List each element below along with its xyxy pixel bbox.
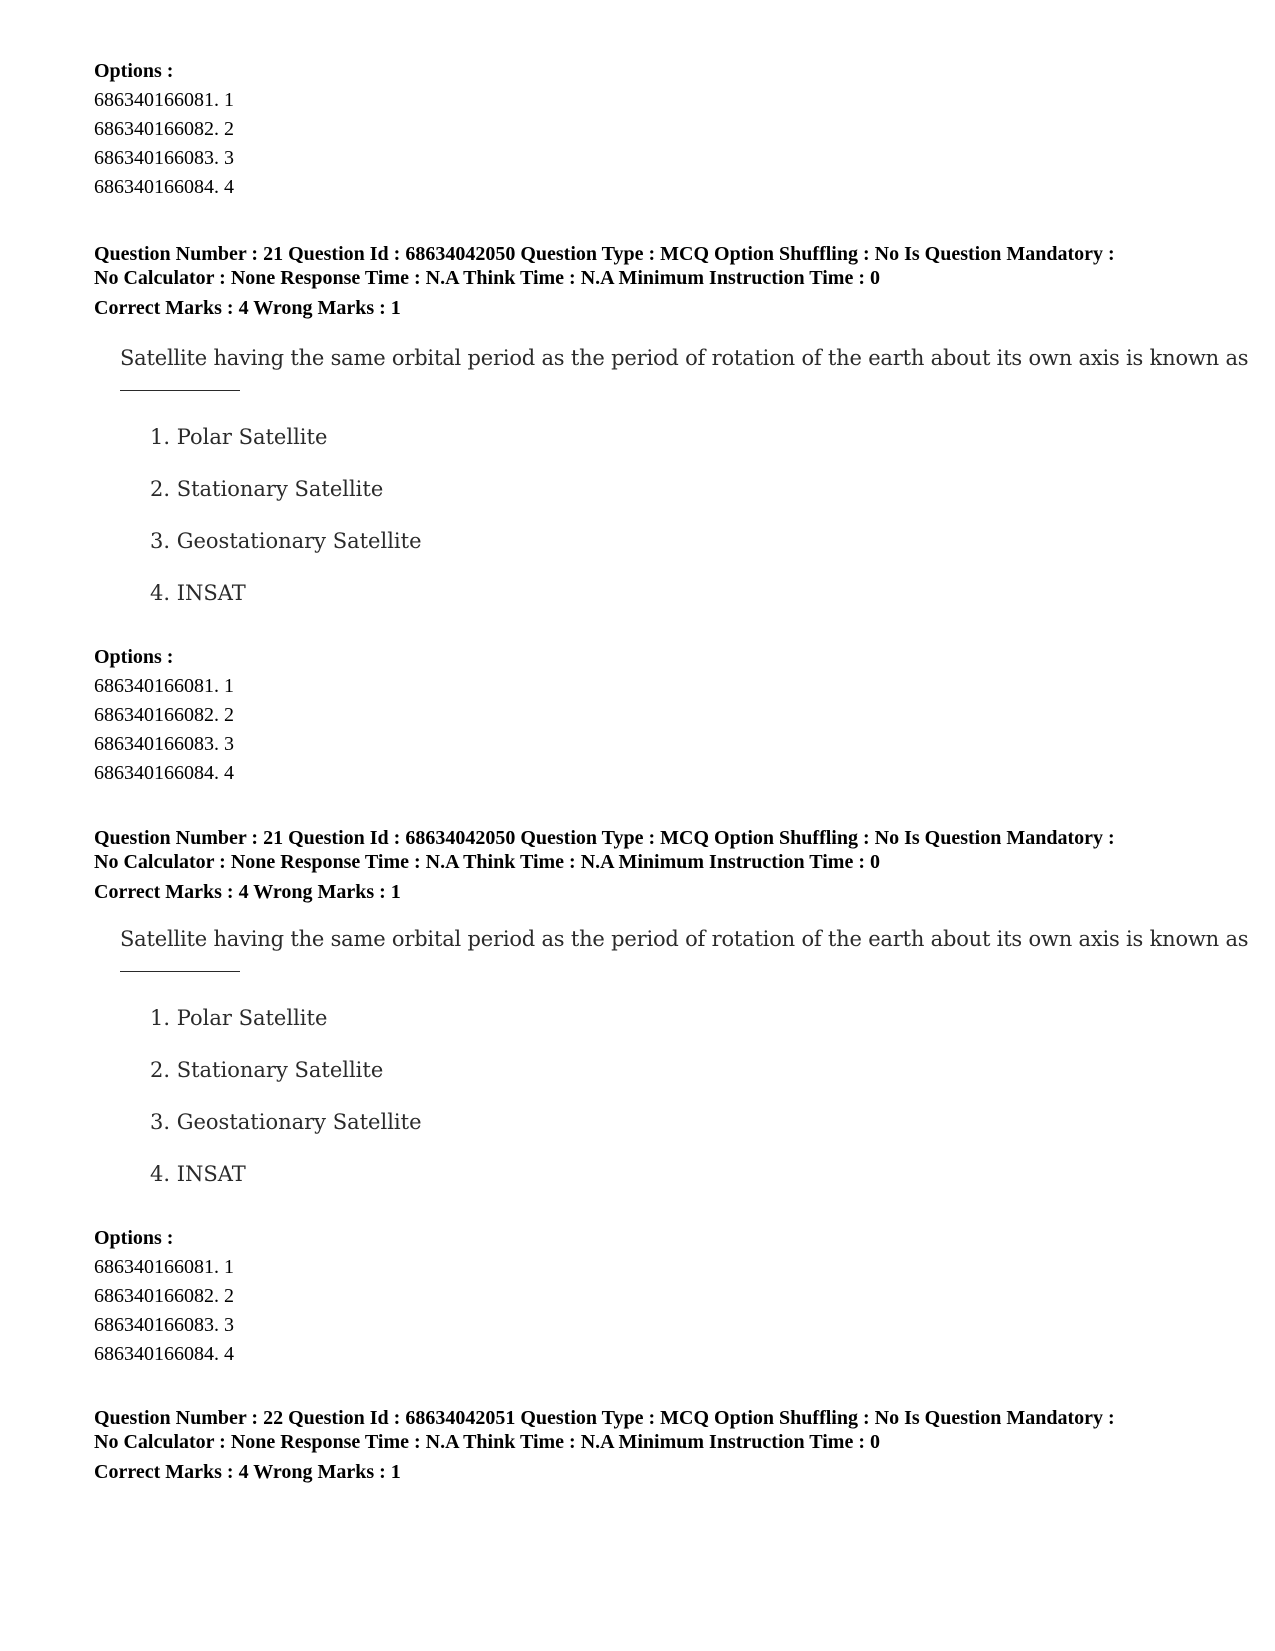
question-choice: 1. Polar Satellite [150,1006,328,1030]
question-meta-line-1: Question Number : 22 Question Id : 68634042051 Question Type : MCQ Option Shuffling : No Is Question Mandatory : [94,1407,1115,1429]
question-meta-line-2: No Calculator : None Response Time : N.A Think Time : N.A Minimum Instruction Time : 0 [94,851,880,873]
question-choice: 3. Geostationary Satellite [150,529,422,553]
options-block-top [94,57,694,202]
question-marks: Correct Marks : 4 Wrong Marks : 1 [94,297,401,319]
option-line: 686340166084. 4 [94,176,234,198]
options-block [94,643,694,788]
option-line: 686340166081. 1 [94,675,234,697]
option-line: 686340166082. 2 [94,118,234,140]
options-label: Options : [94,60,174,82]
options-label: Options : [94,1227,174,1249]
question-body [120,927,1249,1197]
question-marks: Correct Marks : 4 Wrong Marks : 1 [94,1461,401,1483]
question-choice: 2. Stationary Satellite [150,1058,384,1082]
option-line: 686340166082. 2 [94,704,234,726]
option-line: 686340166083. 3 [94,1314,234,1336]
option-line: 686340166082. 2 [94,1285,234,1307]
answer-blank [120,971,240,972]
question-marks: Correct Marks : 4 Wrong Marks : 1 [94,881,401,903]
question-text: Satellite having the same orbital period as the period of rotation of the earth about its own axis is known as [120,927,1249,951]
option-line: 686340166084. 4 [94,762,234,784]
question-text: Satellite having the same orbital period as the period of rotation of the earth about its own axis is known as [120,346,1249,370]
question-choice: 4. INSAT [150,581,246,605]
question-choice: 4. INSAT [150,1162,246,1186]
option-line: 686340166083. 3 [94,733,234,755]
option-line: 686340166081. 1 [94,1256,234,1278]
question-choice: 3. Geostationary Satellite [150,1110,422,1134]
question-header [94,1406,1204,1484]
options-label: Options : [94,646,174,668]
option-line: 686340166081. 1 [94,89,234,111]
option-line: 686340166083. 3 [94,147,234,169]
question-choice: 2. Stationary Satellite [150,477,384,501]
question-meta-line-2: No Calculator : None Response Time : N.A Think Time : N.A Minimum Instruction Time : 0 [94,267,880,289]
question-meta-line-2: No Calculator : None Response Time : N.A Think Time : N.A Minimum Instruction Time : 0 [94,1431,880,1453]
question-body [120,346,1249,616]
question-choice: 1. Polar Satellite [150,425,328,449]
options-block [94,1224,694,1369]
question-header [94,826,1204,904]
question-meta-line-1: Question Number : 21 Question Id : 68634042050 Question Type : MCQ Option Shuffling : No Is Question Mandatory : [94,243,1115,265]
answer-blank [120,390,240,391]
question-header [94,242,1204,320]
question-meta-line-1: Question Number : 21 Question Id : 68634042050 Question Type : MCQ Option Shuffling : No Is Question Mandatory : [94,827,1115,849]
option-line: 686340166084. 4 [94,1343,234,1365]
